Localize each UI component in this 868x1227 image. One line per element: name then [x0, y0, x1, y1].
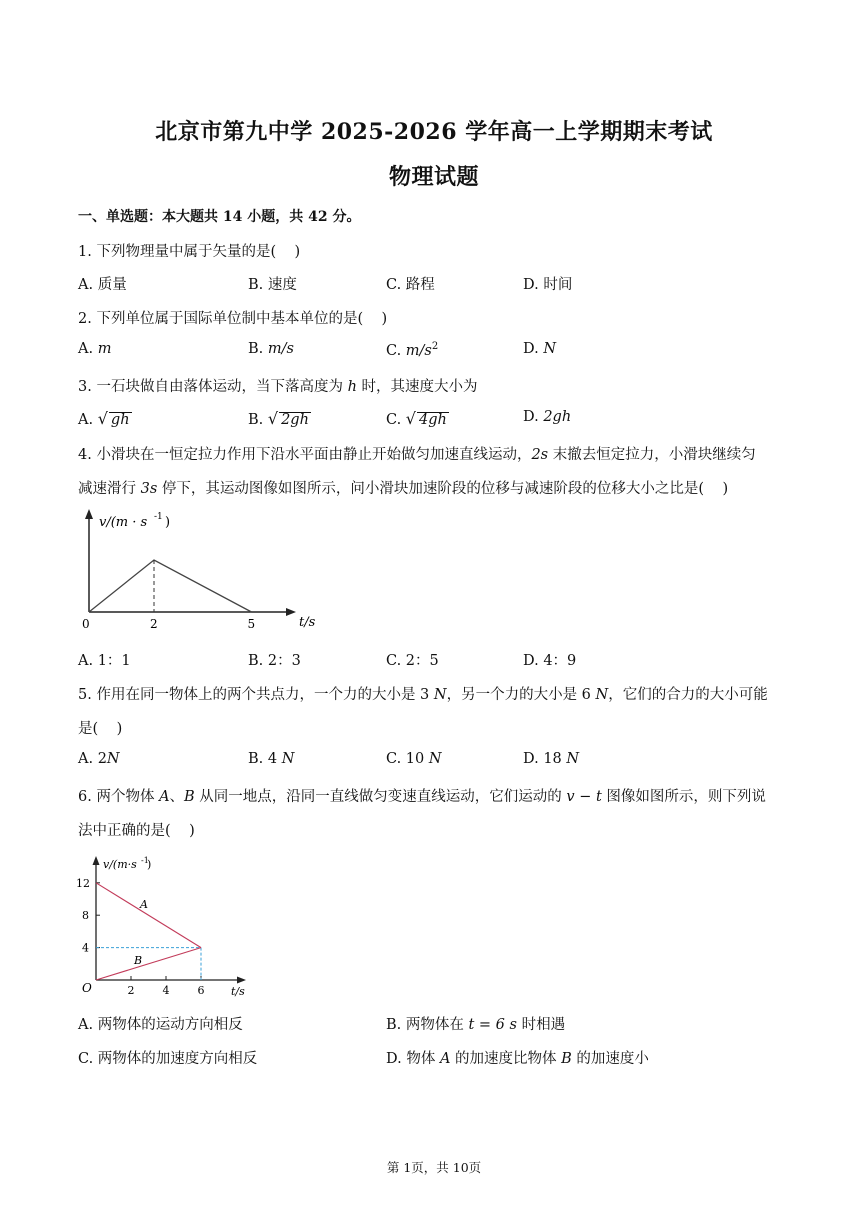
- q4-tick-0: 0: [82, 617, 90, 631]
- q5-stem-line1: 5. 作用在同一物体上的两个共点力，一个力的大小是 3 N，另一个力的大小是 6 N，它们的合力的大小可能: [78, 687, 768, 703]
- exam-title: 北京市第九中学 2025-2026 学年高一上学期期末考试: [155, 119, 713, 145]
- q4-ylabel: v/(m · s: [99, 515, 148, 530]
- q3-option-c: C. √ 4gh: [386, 409, 447, 428]
- q3-stem: 3. 一石块做自由落体运动，当下落高度为 h 时，其速度大小为: [78, 379, 478, 395]
- q4-tick-5: 5: [247, 617, 256, 631]
- q4-y-arrow: [85, 509, 93, 519]
- q1-option-a: A. 质量: [78, 277, 127, 293]
- q4-ylabel-sup: -1: [154, 512, 163, 522]
- q6-xtick-label: 2: [127, 984, 135, 997]
- page-footer: 第 1页，共 10页: [386, 1160, 482, 1175]
- q6-stem-line2: 法中正确的是( ): [78, 823, 195, 839]
- q5-option-d: D. 18 N: [523, 751, 580, 767]
- q6-stem-line1: 6. 两个物体 A、B 从同一地点，沿同一直线做匀变速直线运动，它们运动的 v − t 图像如图所示，则下列说: [78, 789, 766, 805]
- q4-velocity-line: [89, 560, 252, 612]
- q2-option-d: D. N: [523, 341, 557, 357]
- q4-x-arrow: [286, 608, 296, 616]
- q6-origin: O: [82, 981, 92, 995]
- q4-option-d: D. 4：9: [523, 653, 577, 669]
- q4-stem-line1: 4. 小滑块在一恒定拉力作用下沿水平面由静止开始做匀加速直线运动，2s 末撤去恒定拉力，小滑块继续匀: [78, 447, 756, 463]
- q4-ylabel-close: ): [165, 515, 171, 530]
- q5-option-b: B. 4 N: [248, 751, 295, 767]
- q6-label-b: B: [134, 954, 143, 967]
- q6-x-arrow: [237, 977, 246, 984]
- q6-option-a: A. 两物体的运动方向相反: [78, 1017, 243, 1033]
- q6-ytick-label: 8: [82, 909, 89, 923]
- q5-stem-line2: 是( ): [78, 721, 123, 737]
- q6-ylabel: v/(m·s: [103, 858, 137, 871]
- q6-y-arrow: [93, 856, 100, 865]
- q2-option-b: B. m/s: [248, 341, 294, 357]
- q6-option-b: B. 两物体在 t = 6 s 时相遇: [386, 1017, 566, 1033]
- q5-option-c: C. 10 N: [386, 751, 442, 767]
- q4-option-a: A. 1：1: [78, 653, 131, 669]
- q4-tick-2: 2: [150, 617, 158, 631]
- q6-ytick-label: 12: [76, 876, 90, 890]
- q6-series-a-line: [96, 883, 201, 948]
- exam-subtitle: 物理试题: [388, 164, 479, 190]
- q6-option-d: D. 物体 A 的加速度比物体 B 的加速度小: [386, 1051, 649, 1067]
- q6-ytick-label: 4: [82, 941, 89, 955]
- q4-xlabel: t/s: [299, 615, 316, 630]
- q1-stem: 1. 下列物理量中属于矢量的是( ): [78, 244, 301, 260]
- q2-option-a: A. m: [78, 341, 112, 357]
- q1-option-b: B. 速度: [248, 277, 297, 293]
- q2-option-c: C. $m/s^2$: [386, 341, 439, 359]
- q1-option-c: C. 路程: [386, 277, 435, 293]
- q4-option-b: B. 2：3: [248, 653, 301, 669]
- q4-option-c: C. 2：5: [386, 653, 439, 669]
- q6-xtick-label: 4: [162, 984, 170, 997]
- section-heading: 一、单选题：本大题共 14 小题，共 42 分。: [78, 209, 361, 225]
- q4-velocity-time-graph: [72, 505, 332, 635]
- q6-option-c: C. 两物体的加速度方向相反: [78, 1051, 258, 1067]
- q6-ylabel-close: ): [147, 858, 152, 871]
- q1-option-d: D. 时间: [523, 277, 573, 293]
- q6-velocity-time-graph: [74, 852, 264, 1002]
- q2-stem: 2. 下列单位属于国际单位制中基本单位的是( ): [78, 311, 388, 327]
- q4-stem-line2: 减速滑行 3s 停下，其运动图像如图所示，问小滑块加速阶段的位移与减速阶段的位移大小之比是( ): [78, 481, 729, 497]
- q3-option-a: A. √ gh: [78, 409, 130, 428]
- q6-ylabel-sup: -1: [141, 856, 149, 865]
- q6-xtick-label: 6: [197, 984, 205, 997]
- q6-xlabel: t/s: [231, 985, 245, 998]
- q6-series-b-line: [96, 948, 201, 980]
- q5-option-a: A. 2N: [78, 751, 120, 767]
- q3-option-b: B. √ 2gh: [248, 409, 309, 428]
- q6-label-a: A: [140, 898, 148, 911]
- q3-option-d: D. 2gh: [523, 409, 572, 425]
